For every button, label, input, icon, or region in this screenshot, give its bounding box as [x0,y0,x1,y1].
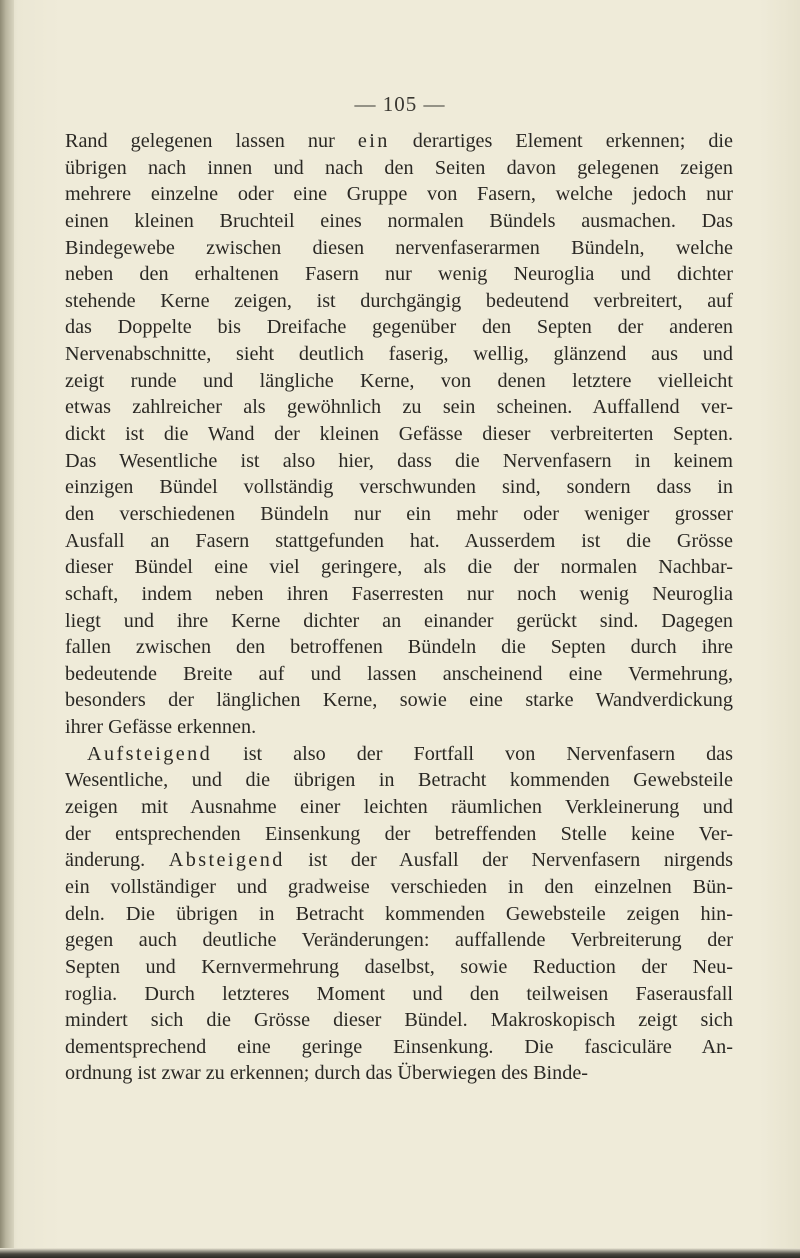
text-line: mindert sich die Grösse dieser Bündel. Makroskopisch zeigt sich [65,1009,733,1032]
emphasized-word: Aufsteigend [87,742,213,765]
text-line: das Doppelte bis Dreifache gegenüber den Septen der anderen [65,316,733,339]
book-spine-shadow [0,0,14,1258]
text-line: Ausfall an Fasern stattgefunden hat. Ausserdem ist die Grösse [65,529,733,552]
body-text [65,128,733,1087]
text-line: roglia. Durch letzteres Moment und den teilweisen Faserausfall [65,982,733,1005]
text-line: ordnung ist zwar zu erkennen; durch das Überwiegen des Binde- [65,1062,589,1085]
text-line: dickt ist die Wand der kleinen Gefässe dieser verbreiterten Septen. [65,423,733,446]
text-line: mehrere einzelne oder eine Gruppe von Fasern, welche jedoch nur [65,183,733,206]
text-line: Bindegewebe zwischen diesen nervenfaserarmen Bündeln, welche [65,236,733,259]
emphasized-word: Absteigend [168,849,285,872]
emphasized-word: ein [357,130,390,152]
text-line: dieser Bündel eine viel geringere, als die der normalen Nachbar- [65,556,733,579]
text-line: änderung. Absteigend ist der Ausfall der Nervenfasern nirgends [65,849,733,872]
text-line: besonders der länglichen Kerne, sowie eine starke Wandverdickung [65,689,733,712]
text-line: Das Wesentliche ist also hier, dass die Nervenfasern in keinem [65,449,733,472]
text-line: zeigt runde und längliche Kerne, von denen letztere vielleicht [65,369,733,392]
text-line: Aufsteigend ist also der Fortfall von Nervenfasern das [87,742,733,765]
page-bottom-edge [0,1248,800,1258]
text-line: übrigen nach innen und nach den Seiten davon gelegenen zeigen [65,156,733,179]
text-line: deln. Die übrigen in Betracht kommenden Gewebsteile zeigen hin- [65,902,733,925]
text-line: schaft, indem neben ihren Faserresten nur noch wenig Neuroglia [65,582,733,605]
text-line: Nervenabschnitte, sieht deutlich faserig, wellig, glänzend aus und [65,343,733,366]
text-line: einzigen Bündel vollständig verschwunden sind, sondern dass in [65,476,733,499]
text-line: ein vollständiger und gradweise verschieden in den einzelnen Bün- [65,875,733,898]
text-line: stehende Kerne zeigen, ist durchgängig bedeutend verbreitert, auf [65,289,733,312]
text-line: dementsprechend eine geringe Einsenkung. Die fasciculäre An- [65,1035,733,1058]
text-line: den verschiedenen Bündeln nur ein mehr oder weniger grosser [65,502,733,525]
text-line: bedeutende Breite auf und lassen anscheinend eine Vermehrung, [65,662,733,685]
text-line: der entsprechenden Einsenkung der betreffenden Stelle keine Ver- [65,822,733,845]
text-line: neben den erhaltenen Fasern nur wenig Neuroglia und dichter [65,263,733,286]
text-line: einen kleinen Bruchteil eines normalen Bündels ausmachen. Das [65,209,733,232]
text-line: zeigen mit Ausnahme einer leichten räumlichen Verkleinerung und [65,796,733,819]
page-number: — 105 — [354,92,446,116]
text-line: Septen und Kernvermehrung daselbst, sowie Reduction der Neu- [65,955,733,978]
text-line: gegen auch deutliche Veränderungen: auffallende Verbreiterung der [65,929,733,952]
text-line: liegt und ihre Kerne dichter an einander gerückt sind. Dagegen [65,609,733,632]
text-line: etwas zahlreicher als gewöhnlich zu sein scheinen. Auffallend ver- [65,396,733,419]
text-line: fallen zwischen den betroffenen Bündeln die Septen durch ihre [65,636,733,659]
text-line: Rand gelegenen lassen nur ein derartiges Element erkennen; die [65,130,734,152]
text-line: Wesentliche, und die übrigen in Betracht kommenden Gewebsteile [65,769,733,792]
text-line: ihrer Gefässe erkennen. [65,716,257,739]
